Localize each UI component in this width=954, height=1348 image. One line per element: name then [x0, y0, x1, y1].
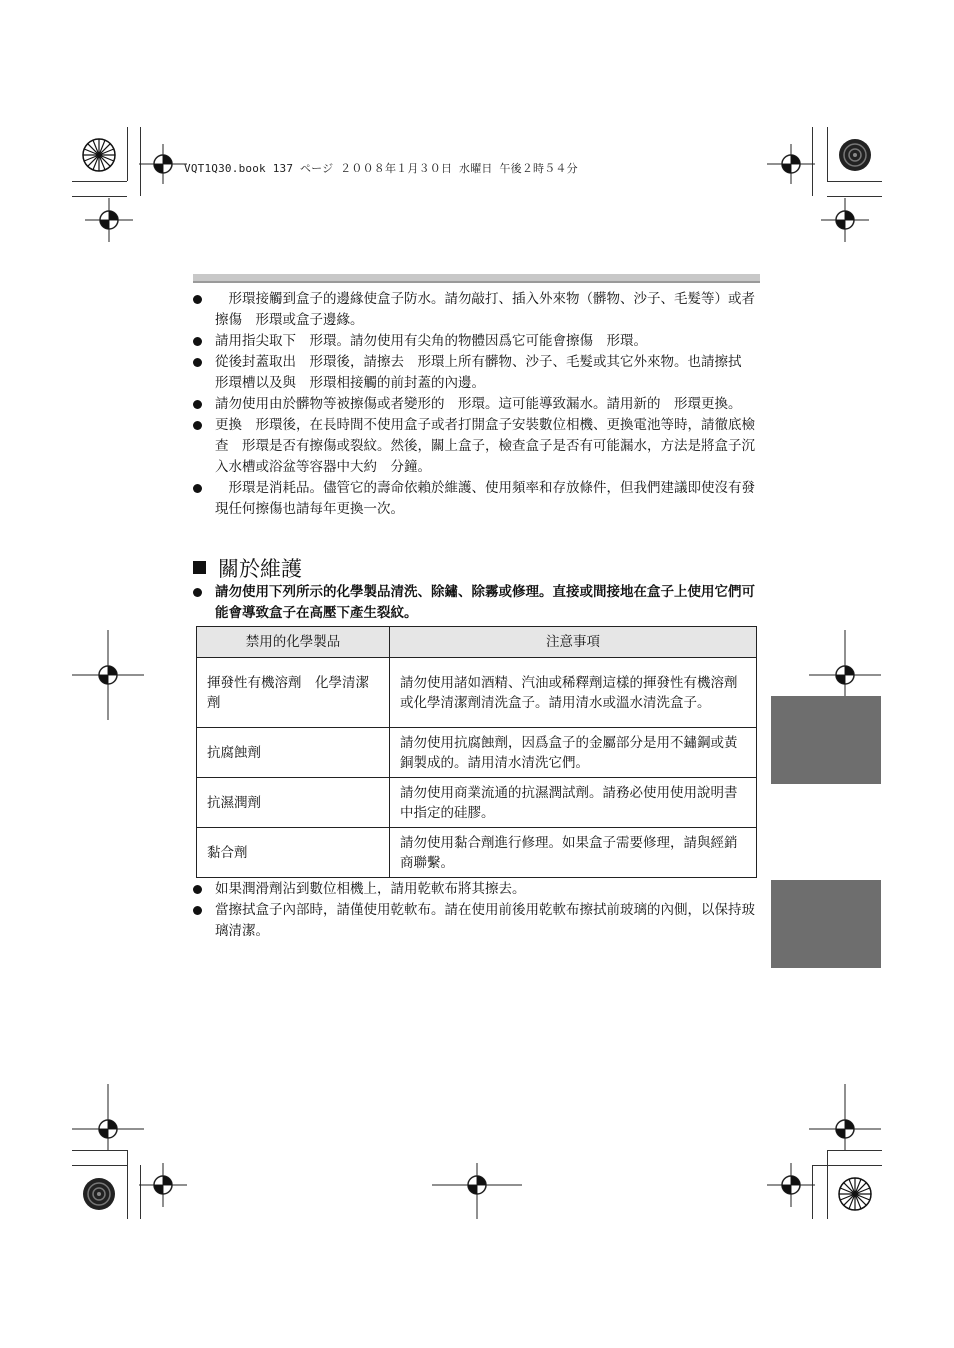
cleaning-notes-list: [193, 879, 763, 942]
table-cell: 黏合劑: [197, 828, 390, 878]
registration-mark-icon: [767, 144, 815, 184]
list-item: 從後封蓋取出 形環後，請擦去 形環上所有髒物、沙子、毛髮或其它外來物。也請擦拭 形環槽以及與 形環相接觸的前封蓋的內邊。: [193, 352, 763, 394]
sunburst-icon: [82, 138, 116, 172]
table-row: [197, 828, 757, 878]
bullet-icon: [193, 588, 202, 597]
column-header: 禁用的化學製品: [197, 627, 390, 658]
list-item: 如果潤滑劑沾到數位相機上，請用乾軟布將其擦去。: [193, 879, 763, 900]
bullet-icon: [193, 421, 202, 430]
side-tab-upper: [771, 696, 881, 784]
bullet-icon: [193, 885, 202, 894]
registration-mark-icon: [72, 630, 144, 720]
table-cell: 抗濕潤劑: [197, 778, 390, 828]
table-row: [197, 778, 757, 828]
column-header: 注意事項: [390, 627, 757, 658]
side-tab-lower: [771, 880, 881, 968]
list-item: 請勿使用下列所示的化學製品清洗、除鏽、除霧或修理。直接或間接地在盒子上使用它們可能會導致盒子在高壓下產生裂紋。: [193, 582, 763, 624]
bullet-icon: [193, 400, 202, 409]
print-header: VQT1Q30.book 137 ページ ２００８年１月３０日 水曜日 午後２時５４分: [184, 162, 578, 175]
list-item: 更換 形環後，在長時間不使用盒子或者打開盒子安裝數位相機、更換電池等時，請徹底檢查 形環是否有擦傷或裂紋。然後，關上盒子，檢查盒子是否有可能漏水，方法是將盒子沉入水槽或浴盆等容器中大約 分鐘。: [193, 415, 763, 478]
table-cell: 抗腐蝕劑: [197, 728, 390, 778]
registration-mark-icon: [432, 1163, 522, 1219]
top-rule: [193, 274, 760, 283]
bullet-icon: [193, 484, 202, 493]
bullet-icon: [193, 906, 202, 915]
table-row: [197, 658, 757, 728]
dark-target-icon: [82, 1177, 116, 1211]
list-item: 當擦拭盒子內部時，請僅使用乾軟布。請在使用前後用乾軟布擦拭前玻璃的內側，以保持玻璃清潔。: [193, 900, 763, 942]
maintenance-intro-list: [193, 582, 763, 624]
table-cell: 請勿使用商業流通的抗濕潤試劑。請務必使用使用說明書中指定的硅膠。: [390, 778, 757, 828]
table-row: [197, 728, 757, 778]
list-item: 請勿使用由於髒物等被擦傷或者變形的 形環。這可能導致漏水。請用新的 形環更換。: [193, 394, 763, 415]
bullet-icon: [193, 358, 202, 367]
prohibited-chemicals-table: [196, 626, 757, 878]
list-item: 請用指尖取下 形環。請勿使用有尖角的物體因爲它可能會擦傷 形環。: [193, 331, 763, 352]
table-cell: 揮發性有機溶劑 化學清潔劑: [197, 658, 390, 728]
registration-mark-icon: [139, 144, 187, 184]
table-cell: 請勿使用抗腐蝕劑，因爲盒子的金屬部分是用不鏽鋼或黃銅製成的。請用清水清洗它們。: [390, 728, 757, 778]
table-header-row: [197, 627, 757, 658]
registration-mark-icon: [72, 1084, 144, 1174]
registration-mark-icon: [821, 198, 869, 242]
dark-target-icon: [838, 138, 872, 172]
section-heading: 關於維護: [193, 553, 302, 583]
registration-mark-icon: [139, 1163, 187, 1207]
registration-mark-icon: [767, 1163, 815, 1207]
table-cell: 請勿使用諸如酒精、汽油或稀釋劑這樣的揮發性有機溶劑或化學清潔劑清洗盒子。請用清水或溫水清洗盒子。: [390, 658, 757, 728]
registration-mark-icon: [85, 198, 133, 242]
table-cell: 請勿使用黏合劑進行修理。如果盒子需要修理，請與經銷商聯繫。: [390, 828, 757, 878]
bullet-icon: [193, 295, 202, 304]
list-item: 形環接觸到盒子的邊緣使盒子防水。請勿敲打、插入外來物（髒物、沙子、毛髮等）或者擦傷 形環或盒子邊緣。: [193, 289, 763, 331]
sunburst-icon: [838, 1177, 872, 1211]
oring-notes-list: [193, 289, 763, 520]
list-item: 形環是消耗品。儘管它的壽命依賴於維護、使用頻率和存放條件，但我們建議即使沒有發現任何擦傷也請每年更換一次。: [193, 478, 763, 520]
bullet-icon: [193, 337, 202, 346]
square-bullet-icon: [193, 561, 206, 574]
registration-mark-icon: [809, 1084, 881, 1174]
